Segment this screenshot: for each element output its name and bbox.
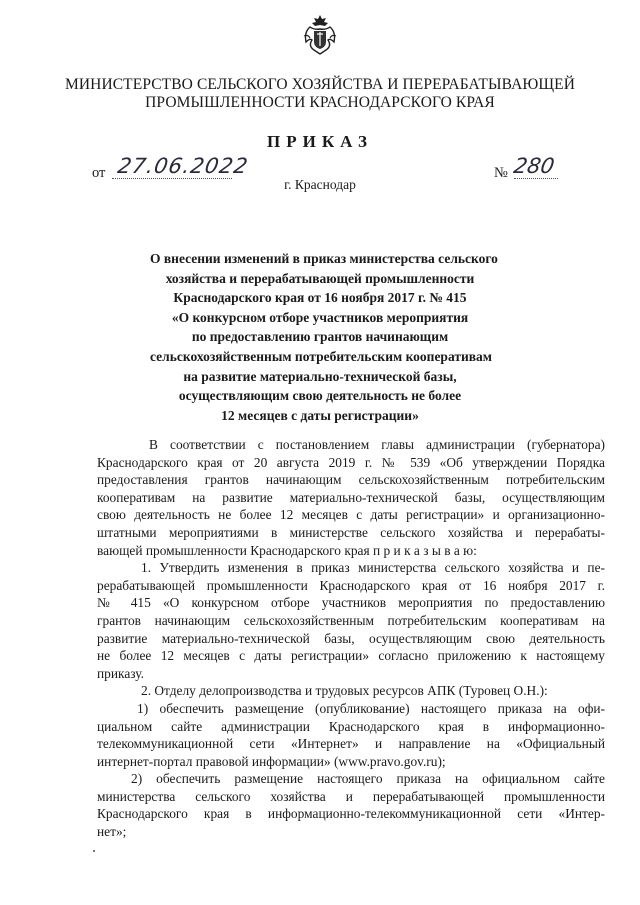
body-line: 2. Отделу делопроизводства и трудовых ресурсов АПК (Туровец О.Н.): [141, 683, 548, 699]
city: г. Краснодар [284, 177, 356, 192]
ministry-name [60, 76, 580, 112]
order-subject [150, 249, 498, 425]
krasnodar-coat-of-arms-icon [300, 12, 340, 56]
body-line: грантов начинающим сельскохозяйственным потребительским кооперативам на [97, 612, 605, 628]
body-line: министерства сельского хозяйства и перерабатывающей промышленности [97, 788, 605, 804]
body-line: предоставления грантов начинающим сельскохозяйственным потребительским [97, 472, 605, 488]
scan-speck [93, 850, 95, 852]
order-body [97, 436, 605, 841]
order-title: ПРИКАЗ [267, 132, 373, 151]
body-line: кооперативам на развитие материально-технической базы, осуществляющим [97, 489, 605, 505]
body-line: приказу. [97, 665, 144, 681]
body-line: рерабатывающей промышленности Краснодарского края от 16 ноября 2017 г. [97, 577, 605, 593]
handwritten-number: 280 [511, 154, 557, 178]
subject-line: 12 месяцев с даты регистрации» [221, 407, 419, 423]
subject-line: Краснодарского края от 16 ноября 2017 г. № 415 [173, 290, 467, 306]
handwritten-date: 27.06.2022 [115, 154, 251, 178]
body-line: не более 12 месяцев с даты регистрации» согласно приложению к настоящему [97, 648, 605, 664]
subject-line: «О конкурсном отборе участников мероприятия [171, 309, 469, 325]
subject-line: осуществляющим свою деятельность не более [178, 388, 462, 404]
body-line: нет»; [97, 824, 127, 840]
body-line: вающей промышленности Краснодарского края п р и к а з ы в а ю: [97, 542, 477, 558]
body-line: телекоммуникационной сети «Интернет» и направление на «Официальный [97, 736, 605, 752]
subject-line: по предоставлению грантов начинающим [191, 329, 449, 345]
body-line: штатными мероприятиями в министерстве сельского хозяйства и перерабаты- [97, 524, 605, 540]
ministry-line-1: МИНИСТЕРСТВО СЕЛЬСКОГО ХОЗЯЙСТВА И ПЕРЕРАБАТЫВАЮЩЕЙ [64, 76, 575, 93]
body-line: Краснодарского края от 20 августа 2019 г. № 539 «Об утверждении Порядка [97, 454, 605, 470]
body-line: интернет-портал правовой информации» (www.pravo.gov.ru); [97, 753, 446, 769]
body-line: 1. Утвердить изменения в приказ министерства сельского хозяйства и пе- [141, 560, 605, 576]
number-prefix: № [494, 165, 508, 181]
subject-line: О внесении изменений в приказ министерства сельского [150, 251, 498, 266]
body-line: свою деятельность не более 12 месяцев с даты регистрации» и организационно- [97, 507, 605, 523]
ministry-line-2: ПРОМЫШЛЕННОСТИ КРАСНОДАРСКОГО КРАЯ [145, 94, 495, 111]
body-line: Краснодарского края в информационно-телекоммуникационной сети «Интер- [97, 806, 605, 822]
body-line: циальном сайте администрации Краснодарского края в информационно- [97, 718, 605, 734]
date-prefix: от [92, 165, 106, 181]
subject-line: хозяйства и перерабатывающей промышленности [165, 270, 475, 286]
body-line: 2) обеспечить размещение настоящего приказа на официальном сайте [131, 771, 605, 787]
body-line: 1) обеспечить размещение (опубликование) настоящего приказа на офи- [137, 700, 605, 716]
body-line: развитие материально-технической базы, осуществляющим свою деятельность [97, 630, 605, 646]
subject-line: сельскохозяйственным потребительским кооперативам [150, 348, 492, 364]
body-line: В соответствии с постановлением главы администрации (губернатора) [149, 437, 605, 452]
subject-line: на развитие материально-технической базы, [183, 368, 457, 384]
body-line: № 415 «О конкурсном отборе участников мероприятия по предоставлению [97, 595, 605, 611]
